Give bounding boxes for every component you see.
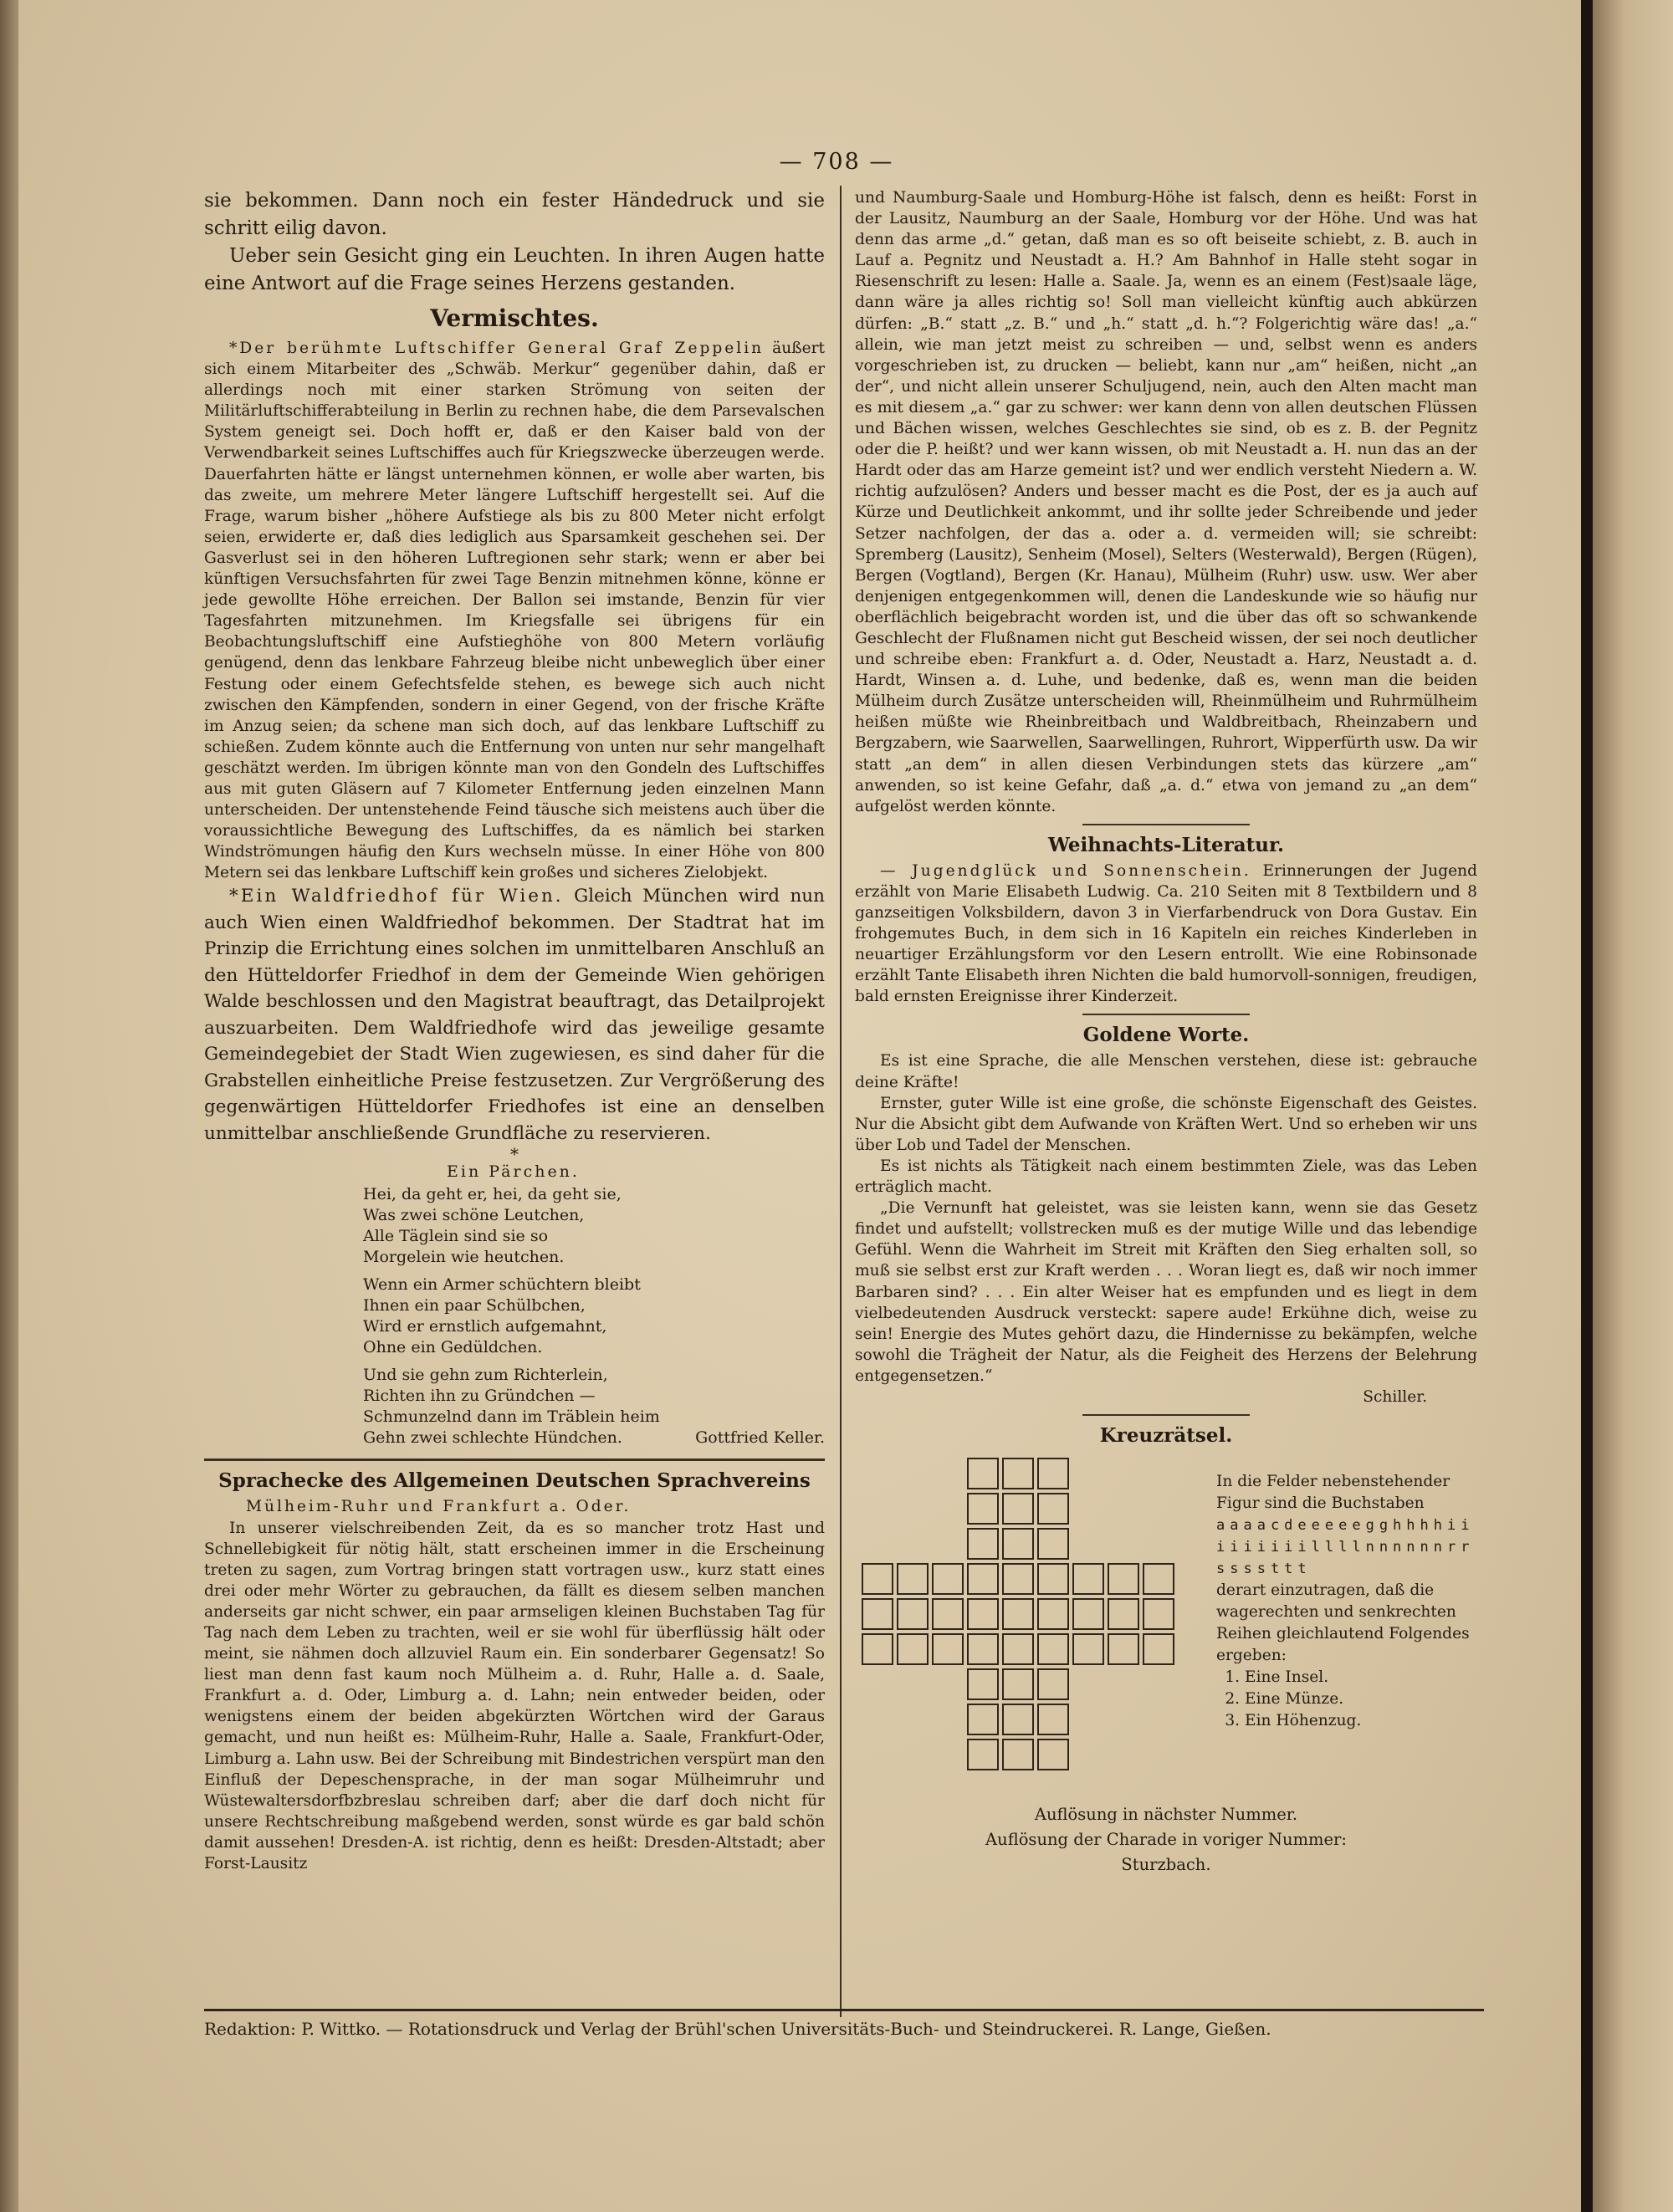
poem-line: Gehn zwei schlechte Hündchen. Gottfried Keller. xyxy=(363,1428,825,1448)
poem-line: Ohne ein Gedüldchen. xyxy=(363,1338,543,1357)
page-gap xyxy=(1581,0,1593,2212)
crossword-cell xyxy=(967,1668,999,1700)
article-zeppelin xyxy=(204,338,825,883)
article-waldfriedhof-lead: *Ein Waldfriedhof für Wien. xyxy=(229,886,564,907)
poem-title: Ein Pärchen. xyxy=(447,1162,580,1182)
crossword-cell xyxy=(967,1528,999,1560)
crossword-cell xyxy=(862,1563,893,1595)
crossword-cell xyxy=(897,1563,929,1595)
article-sprachecke-continued: und Naumburg-Saale und Homburg-Höhe ist falsch, denn es heißt: Forst in der Lausitz, Naumburg an der Saale, Homburg vor der Höhe. Und was hat denn das arme „d.“ getan, daß man es so oft beiseite schiebt, z. B. auch in Lauf a. Pegnitz und Neustadt a. H.? Am Bahnhof in Halle steht sogar in Riesenschrift zu lesen: Halle a. Saale. Ja, wenn es an einem (Fest)saale läge, dann wäre ja alles richtig so! Soll man vielleicht künftig auch abkürzen dürfen: „B.“ statt „z. B.“ und „h.“ statt „d. h.“? Folgerichtig wäre das! „a.“ allein, wie man jetzt meist zu schreiben — und, selbst wenn es anders vorgeschrieben ist, zu drucken — beliebt, kann nur „am“ heißen, nicht „an der“, und nicht allein unserer Schuljugend, nein, auch den Alten macht man es mit diesem „a.“ gar zu schwer: wer kann denn von allen deutschen Flüssen und Bächen wissen, welches Geschlechtes sie sind, ob es z. B. der Pegnitz oder die P. heißt? und wer kann wissen, ob mit Neustadt a. H. nun das an der Hardt oder das am Harze gemeint ist? und wer endlich versteht Niedern a. W. richtig aufzulösen? Anders und besser macht es die Post, der es ja auch auf Kürze und Deutlichkeit ankommt, und ihr sollte jeder Schreibende und jeder Setzer nachfolgen, der das a. oder a. d. vermeiden will; sie schreibt: Spremberg (Lausitz), Senheim (Mosel), Selters (Westerwald), Bergen (Rügen), Bergen (Vogtland), Bergen (Kr. Hanau), Mülheim (Ruhr) usw. usw. Wer aber denjenigen entgegenkommen will, denen die Landeskunde wie so häufig nur oberflächlich beigebracht worden ist, und die über das oft so schwankende Geschlecht der Flußnamen nicht gut Bescheid wissen, der sei noch deutlicher und schreibe eben: Frankfurt a. d. Oder, Neustadt a. Harz, Neustadt a. d. Hardt, Winsen a. d. Luhe, und bedenke, daß es, wenn man die beiden Mülheim durch Zusätze unterscheiden will, Rheinmülheim und Ruhrmülheim heißen müßte wie Rheinbreitbach und Waldbreitbach, Rheinzabern und Bergzabern, wie Saarwellen, Saarwellingen, Ruhrort, Wipperfürth usw. Da wir statt „an dem“ in allen diesen Verbindungen stets das kürzere „am“ anwenden, so ist keine Gefahr, daß „a. d.“ etwa von jemand zu „an dem“ aufgelöst werden könnte. xyxy=(855,189,1477,815)
right-column xyxy=(855,187,1477,1877)
poem-line: Ihnen ein paar Schülbchen, xyxy=(363,1296,586,1315)
heading-sprachecke: Sprachecke des Allgemeinen Deutschen Sprachvereins xyxy=(218,1469,811,1493)
story-ending-2: Ueber sein Gesicht ging ein Leuchten. In ihren Augen hatte eine Antwort auf die Frage seines Herzens gestanden. xyxy=(204,245,825,294)
crossword-cell xyxy=(1072,1633,1104,1665)
article-weihnachts xyxy=(855,861,1477,1008)
poem-line: Und sie gehn zum Richterlein, xyxy=(363,1366,608,1385)
crossword-cell xyxy=(1002,1598,1034,1630)
section-divider xyxy=(204,1458,825,1461)
crossword-cell xyxy=(932,1563,964,1595)
crossword-cell xyxy=(1037,1528,1069,1560)
crossword-cell xyxy=(1037,1633,1069,1665)
imprint: Redaktion: P. Wittko. — Rotationsdruck und Verlag der Brühl'schen Universitäts-Buch- und Steindruckerei. R. Lange, Gießen. xyxy=(204,2019,1271,2039)
crossword-cell xyxy=(1072,1598,1104,1630)
solution-charade-word: Sturzbach. xyxy=(1121,1855,1211,1875)
quote-signature: Schiller. xyxy=(1363,1387,1427,1406)
crossword-cell xyxy=(1037,1458,1069,1489)
section-star: * xyxy=(510,1144,519,1165)
poem-line: Schmunzelnd dann im Träblein heim xyxy=(363,1407,660,1427)
article-sprachecke: In unserer vielschreibenden Zeit, da es so mancher trotz Hast und Schnellebigkeit für nötig hält, statt erscheinen immer in die Erscheinung treten zu sagen, zum Vortrag bringen statt vortragen usw., kurz statt eines drei oder mehr Wörter zu gebrauchen, da fällt es diesem selben manchen anderseits gar nicht schwer, ein paar armseligen kleinen Buchstaben Tag für Tag nach dem Leben zu trachten, weil er sie wohl für überflüssig hält oder meint, sie nähmen doch allzuviel Raum ein. Ein sonderbarer Gegensatz! So liest man denn fast kaum noch Mülheim a. d. Ruhr, Halle a. d. Saale, Frankfurt a. d. Oder, Limburg a. d. Lahn; nein entweder beiden, oder wenigstens einem der beiden abgekürzten Wörtchen wird der Garaus gemacht, und nun heißt es: Mülheim-Ruhr, Halle a. Saale, Frankfurt-Oder, Limburg a. Lahn usw. Bei der Schreibung mit Bindestrichen verspürt man den Einfluß der Depeschensprache, in der man sogar Mülheimruhr und Wüstewaltersdorfbzbreslau schreiben darf; aber die darf doch nicht für unsere Rechtschreibung maßgebend werden, sonst würde es gar bald schön damit aussehen! Dresden-A. ist richtig, denn es heißt: Dresden-Altstadt; aber Forst-Lausitz xyxy=(204,1519,825,1873)
poem-stanza-3 xyxy=(363,1365,825,1448)
weihnachts-text: Erinnerungen der Jugend erzählt von Marie Elisabeth Ludwig. Ca. 210 Seiten mit 8 Textbildern und 8 ganzseitigen Volksbildern, davon 3 in Vierfarbendruck von Dora Gustav. Ein frohgemutes Buch, in dem sich in 16 Kapiteln ein reiches Kinderleben in neuartiger Erzählungsform vor den Lesern entrollt. Wie eine Robinsonade erzählt Tante Elisabeth ihren Nichten die bald humorvoll-sonnigen, freudigen, bald ernsten Ereignisse ihrer Kinderzeit. xyxy=(855,861,1477,1006)
crossword-cell xyxy=(1037,1704,1069,1735)
story-ending: sie bekommen. Dann noch ein fester Händedruck und sie schritt eilig davon. xyxy=(204,190,825,239)
crossword-cell xyxy=(932,1633,964,1665)
quote-4: „Die Vernunft hat geleistet, was sie leisten kann, wenn sie das Gesetz findet und aufstellt; vollstrecken muß es der mutige Wille und das lebendige Gefühl. Wenn die Wahrheit im Streit mit Kräften den Sieg erhalten soll, so muß sie selbst erst zur Kraft werden . . . Woran liegt es, daß wir noch immer Barbaren sind? . . . Ein alter Weiser hat es empfunden und es liegt in dem vielbedeutenden Ausdruck versteckt: sapere aude! Erkühne dich, weise zu sein! Energie des Mutes gehört dazu, die Hindernisse zu bekämpfen, welche sowohl die Trägheit der Natur, als die Feigheit des Herzens der Belehrung entgegensetzen.“ xyxy=(855,1199,1477,1385)
poem-stanza-1 xyxy=(363,1184,825,1268)
solution-charade-label: Auflösung der Charade in voriger Nummer: xyxy=(985,1830,1347,1850)
crossword-cell xyxy=(967,1704,999,1735)
sprachecke-subtitle: Mülheim-Ruhr und Frankfurt a. Oder. xyxy=(246,1498,632,1516)
crossword-cell xyxy=(1002,1704,1034,1735)
divider-short xyxy=(1082,1414,1250,1416)
crossword-clues xyxy=(1245,1667,1477,1732)
poem-line: Wird er ernstlich aufgemahnt, xyxy=(363,1317,607,1336)
crossword-cell xyxy=(862,1598,893,1630)
crossword-cell xyxy=(897,1633,929,1665)
poem-stanza-2 xyxy=(363,1275,825,1358)
solution-next-issue: Auflösung in nächster Nummer. xyxy=(1034,1805,1298,1825)
quote-3: Es ist nichts als Tätigkeit nach einem bestimmten Ziele, was das Leben erträglich macht. xyxy=(855,1157,1477,1197)
crossword-clue: 1. Eine Insel. xyxy=(1245,1667,1477,1688)
poem-line: Alle Täglein sind sie so xyxy=(363,1227,549,1246)
crossword-cell xyxy=(1143,1633,1174,1665)
poem-line: Wenn ein Armer schüchtern bleibt xyxy=(363,1275,641,1295)
crossword-cell xyxy=(1037,1739,1069,1770)
crossword-cell xyxy=(1108,1563,1139,1595)
poem-line: Was zwei schöne Leutchen, xyxy=(363,1206,585,1225)
quote-2: Ernster, guter Wille ist eine große, die schönste Eigenschaft des Geistes. Nur die Absicht gibt dem Aufwande von Kräften Wert. Und so erheben wir uns über Lob und Tadel der Menschen. xyxy=(855,1094,1477,1154)
crossword-cell xyxy=(1002,1528,1034,1560)
heading-vermischtes: Vermischtes. xyxy=(430,304,599,332)
crossword-cell xyxy=(932,1598,964,1630)
heading-weihnachts-literatur: Weihnachts-Literatur. xyxy=(1047,833,1285,856)
crossword-cell xyxy=(1002,1563,1034,1595)
crossword-cell xyxy=(1002,1493,1034,1525)
crossword-cell xyxy=(1037,1563,1069,1595)
heading-kreuzraetsel: Kreuzrätsel. xyxy=(1099,1424,1233,1448)
crossword-cell xyxy=(1143,1563,1174,1595)
divider-short xyxy=(1082,1014,1250,1015)
crossword-instructions xyxy=(1216,1471,1477,1732)
crossword-cell xyxy=(967,1563,999,1595)
poem-author: Gottfried Keller. xyxy=(695,1428,825,1448)
crossword-instructions-text-2: derart einzutragen, daß die wagerechten und senkrechten Reihen gleichlautend Folgendes ergeben: xyxy=(1216,1581,1470,1665)
crossword-cell xyxy=(1002,1739,1034,1770)
crossword-cell xyxy=(1072,1563,1104,1595)
crossword-clue: 3. Ein Höhenzug. xyxy=(1245,1710,1477,1732)
column-divider xyxy=(840,186,842,2017)
crossword-cell xyxy=(1108,1598,1139,1630)
crossword-grid xyxy=(855,1451,1190,1785)
crossword-cell xyxy=(1002,1458,1034,1489)
crossword-cell xyxy=(862,1633,893,1665)
crossword-cell xyxy=(967,1493,999,1525)
crossword-letters: aaaacdeeeeegghhhhiiiiiiiiillllnnnnnnrrssssttt xyxy=(1216,1517,1475,1578)
poem-line: Hei, da geht er, hei, da geht sie, xyxy=(363,1185,622,1204)
poem-line: Morgelein wie heutchen. xyxy=(363,1248,565,1267)
crossword-cell xyxy=(1037,1598,1069,1630)
crossword-cell xyxy=(1037,1668,1069,1700)
crossword-cell xyxy=(967,1739,999,1770)
crossword-puzzle xyxy=(855,1451,1477,1802)
crossword-cell xyxy=(967,1633,999,1665)
article-zeppelin-text: äußert sich einem Mitarbeiter des „Schwäb. Merkur“ gegenüber dahin, daß er allerdings noch mit einer starken Strömung von seiten der Militärluftschifferabteilung in Berlin zu rechnen habe, die dem Parsevalschen System geneigt sei. Doch hofft er, daß er den Kaiser bald von der Verwendbarkeit seines Luftschiffes auch für Kriegszwecke überzeugen werde. Dauerfahrten hätte er längst unternehmen können, er wolle aber warten, bis das zweite, um mehrere Meter längere Luftschiff hergestellt sei. Auf die Frage, warum bisher „höhere Aufstiege als bis zu 800 Meter nicht erfolgt seien, erwiderte er, daß dies lediglich aus Sparsamkeit geschehen sei. Der Gasverlust sei in den höheren Luftregionen sehr stark; wenn er aber bei künftigen Versuchsfahrten für zwei Tage Benzin mitnehmen könne, könne er jede gewollte Höhe erreichen. Der Ballon sei imstande, Benzin für vier Tagesfahrten mitzunehmen. Im Kriegsfalle sei übrigens für ein Beobachtungsluftschiff eine Aufstieghöhe von 800 Metern vorläufig genügend, denn das lenkbare Fahrzeug bleibe nicht unbeweglich über einer Festung oder einem Gefechtsfelde stehen, es bewege sich auch nicht zwischen den Kämpfenden, sondern in einer Gegend, von der frische Kräfte im Anzug seien; da schene man sich doch, auf das lenkbare Luftschiff zu schießen. Zudem könnte auch die Entfernung von unten nur sehr mangelhaft geschätzt werden. Im übrigen könnte man von den Gondeln des Luftschiffes aus mit guten Gläsern auf 7 Kilometer Entfernung jeden einzelnen Mann unterscheiden. Der untenstehende Feind täusche sich meistens auch über die voraussichtliche Bewegung des Luftschiffes, da es nämlich bei starken Windströmungen häufig den Kurs wechseln müsse. In einer Höhe von 800 Metern sei das lenkbare Luftschiff kein großes und sicheres Zielobjekt. xyxy=(204,340,825,882)
weihnachts-lead: — Jugendglück und Sonnenschein. xyxy=(880,861,1251,880)
quote-1: Es ist eine Sprache, die alle Menschen verstehen, diese ist: gebrauche deine Kräfte! xyxy=(855,1052,1477,1091)
crossword-cell xyxy=(967,1458,999,1489)
heading-goldene-worte: Goldene Worte. xyxy=(1082,1024,1250,1047)
crossword-cell xyxy=(967,1598,999,1630)
crossword-clue: 2. Eine Münze. xyxy=(1245,1688,1477,1710)
crossword-cell xyxy=(897,1598,929,1630)
page-number: — 708 — xyxy=(779,149,894,175)
left-column xyxy=(204,187,825,1874)
article-waldfriedhof-text: Gleich München wird nun auch Wien einen Waldfriedhof bekommen. Der Stadtrat hat im Prinzip die Errichtung eines solchen im unmittelbaren Anschluß an den Hütteldorfer Friedhof in dem der Gemeinde Wien gehörigen Walde beschlossen und den Magistrat beauftragt, das Detailprojekt auszuarbeiten. Dem Waldfriedhofe wird das jeweilige gesamte Gemeindegebiet der Stadt Wien zugewiesen, es sind daher für die Grabstellen einheitliche Preise festzusetzen. Zur Vergrößerung des gegenwärtigen Hütteldorfer Friedhofes ist eine an denselben unmittelbar anschließende Grundfläche zu reservieren. xyxy=(204,886,825,1144)
article-zeppelin-lead: *Der berühmte Luftschiffer General Graf Zeppelin xyxy=(229,340,765,357)
article-waldfriedhof xyxy=(204,883,825,1147)
crossword-cell xyxy=(1143,1598,1174,1630)
divider-short xyxy=(1082,824,1250,825)
footer-rule xyxy=(204,2009,1484,2011)
crossword-cell xyxy=(1108,1633,1139,1665)
crossword-cell xyxy=(1002,1633,1034,1665)
poem xyxy=(363,1162,825,1448)
crossword-instructions-text: In die Felder nebenstehender Figur sind die Buchstaben xyxy=(1216,1473,1450,1513)
crossword-cell xyxy=(1002,1668,1034,1700)
poem-line: Richten ihn zu Gründchen — xyxy=(363,1387,596,1406)
adjacent-page-edge xyxy=(1593,0,1673,2212)
crossword-cell xyxy=(1037,1493,1069,1525)
